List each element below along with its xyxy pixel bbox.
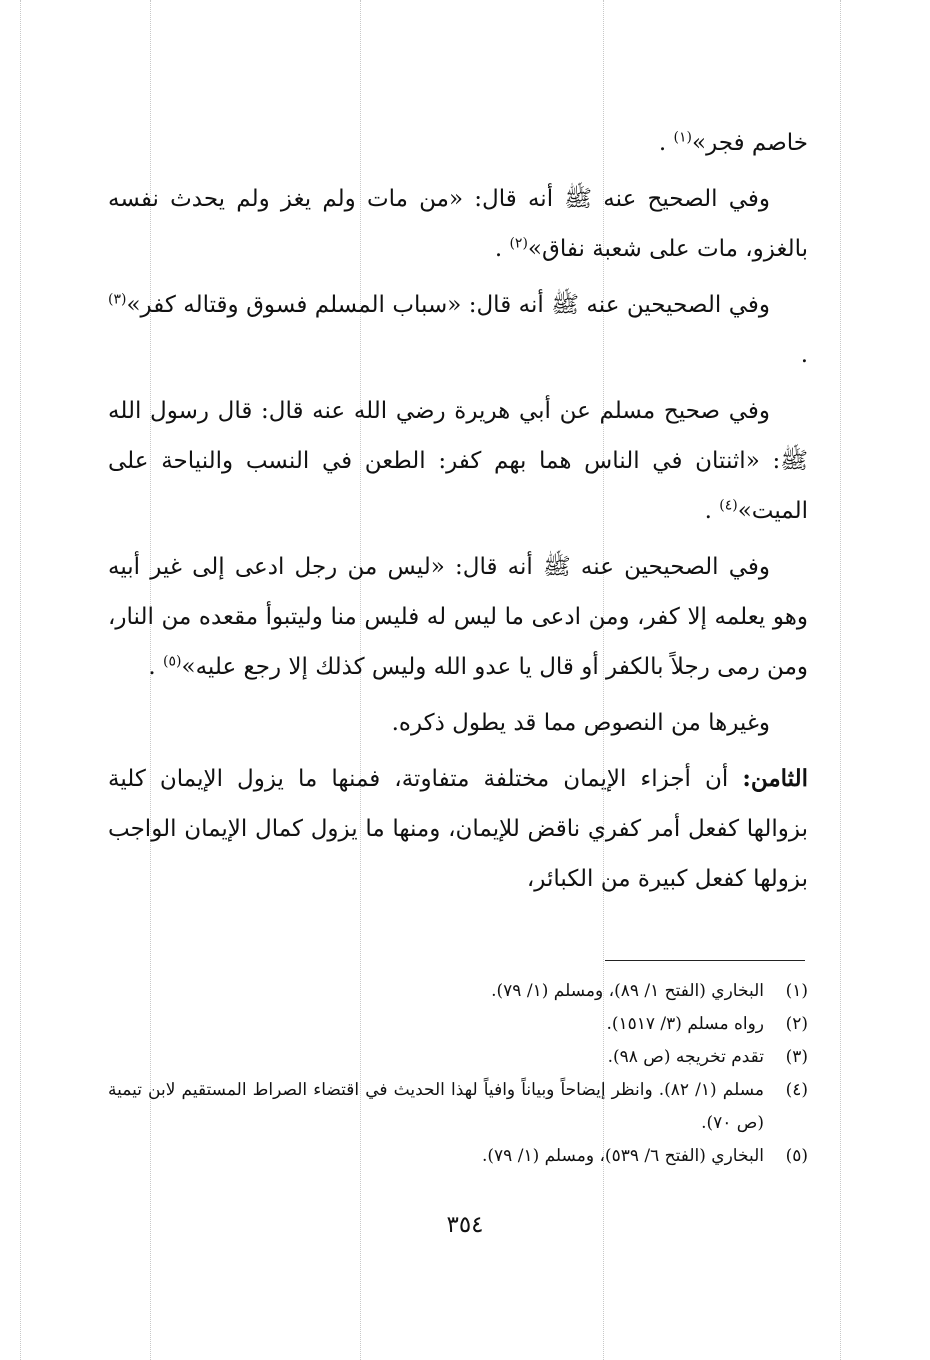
paragraph-text: وفي الصحيح عنه ﷺ أنه قال: «من مات ولم يغز ولم يحدث نفسه بالغزو، مات على شعبة نفاق» — [108, 186, 808, 262]
paragraph-2 — [108, 174, 808, 274]
paragraph-end: . — [704, 498, 712, 524]
point-heading: الثامن: — [742, 765, 809, 792]
point-body: أن أجزاء الإيمان مختلفة متفاوتة، فمنها ما يزول الإيمان كلية بزوالها كفعل أمر كفري ناقض للإيمان، ومنها ما يزول كمال الإيمان الواجب بزولها كفعل كبيرة من الكبائر، — [108, 766, 808, 892]
paragraph-6 — [108, 698, 808, 748]
scan-guide-line — [840, 0, 841, 1360]
scan-guide-line — [20, 0, 21, 1360]
footnote-number: (٥) — [785, 1146, 808, 1166]
footnote-text: البخاري (الفتح ٦/ ٥٣٩)، ومسلم (١/ ٧٩). — [481, 1146, 764, 1166]
footnote-number: (١) — [785, 981, 808, 1001]
paragraph-end: . — [494, 236, 503, 262]
paragraph-1 — [108, 118, 808, 168]
page-number: ٣٥٤ — [446, 1212, 484, 1238]
paragraph-text: وفي الصحيحين عنه ﷺ أنه قال: «سباب المسلم فسوق وقتاله كفر» — [126, 292, 770, 318]
footnote-ref: (٤) — [719, 497, 738, 514]
footnote-ref: (٣) — [108, 291, 127, 308]
paragraph-5 — [108, 542, 808, 692]
footnote-number: (٢) — [785, 1014, 808, 1034]
footnote-text: تقدم تخريجه (ص ٩٨). — [607, 1047, 764, 1067]
footnote-4 — [108, 1074, 808, 1140]
footnote-2 — [108, 1008, 808, 1041]
paragraph-end: . — [800, 342, 808, 368]
footnote-text: رواه مسلم (٣/ ١٥١٧). — [606, 1014, 764, 1034]
paragraph-end: . — [148, 654, 156, 680]
footnote-text: مسلم (١/ ٨٢). وانظر إيضاحاً وبياناً وافياً لهذا الحديث في اقتضاء الصراط المستقيم لابن تيمية (ص ٧٠). — [108, 1080, 764, 1133]
paragraph-end: . — [658, 130, 667, 156]
footnote-ref: (٢) — [509, 235, 528, 252]
paragraph-text: خاصم فجر» — [692, 130, 808, 156]
paragraph-text: وفي صحيح مسلم عن أبي هريرة رضي الله عنه قال: قال رسول الله ﷺ: «اثنتان في الناس هما بهم كفر: الطعن في النسب والنياحة على الميت» — [108, 398, 808, 524]
footnote-ref: (٥) — [163, 653, 182, 670]
footnote-ref: (١) — [673, 129, 693, 146]
footnote-5 — [108, 1140, 808, 1173]
footnotes — [108, 975, 808, 1173]
footnote-number: (٣) — [785, 1047, 808, 1067]
point-eighth — [108, 754, 808, 904]
paragraph-3 — [108, 280, 808, 380]
paragraph-text: وفي الصحيحين عنه ﷺ أنه قال: «ليس من رجل ادعى إلى غير أبيه وهو يعلمه إلا كفر، ومن ادعى ما ليس له فليس منا وليتبوأ مقعده من النار، ومن رمى رجلاً بالكفر أو قال يا عدو الله وليس كذلك إلا رجع عليه» — [108, 554, 808, 680]
paragraph-4 — [108, 386, 808, 536]
paragraph-text: وغيرها من النصوص مما قد يطول ذكره. — [391, 710, 770, 736]
footnote-number: (٤) — [785, 1080, 808, 1100]
footnote-3 — [108, 1041, 808, 1074]
footnote-text: البخاري (الفتح ١/ ٨٩)، ومسلم (١/ ٧٩). — [491, 981, 764, 1001]
footnote-1 — [108, 975, 808, 1008]
main-text — [108, 118, 808, 910]
footnote-separator — [605, 960, 805, 961]
